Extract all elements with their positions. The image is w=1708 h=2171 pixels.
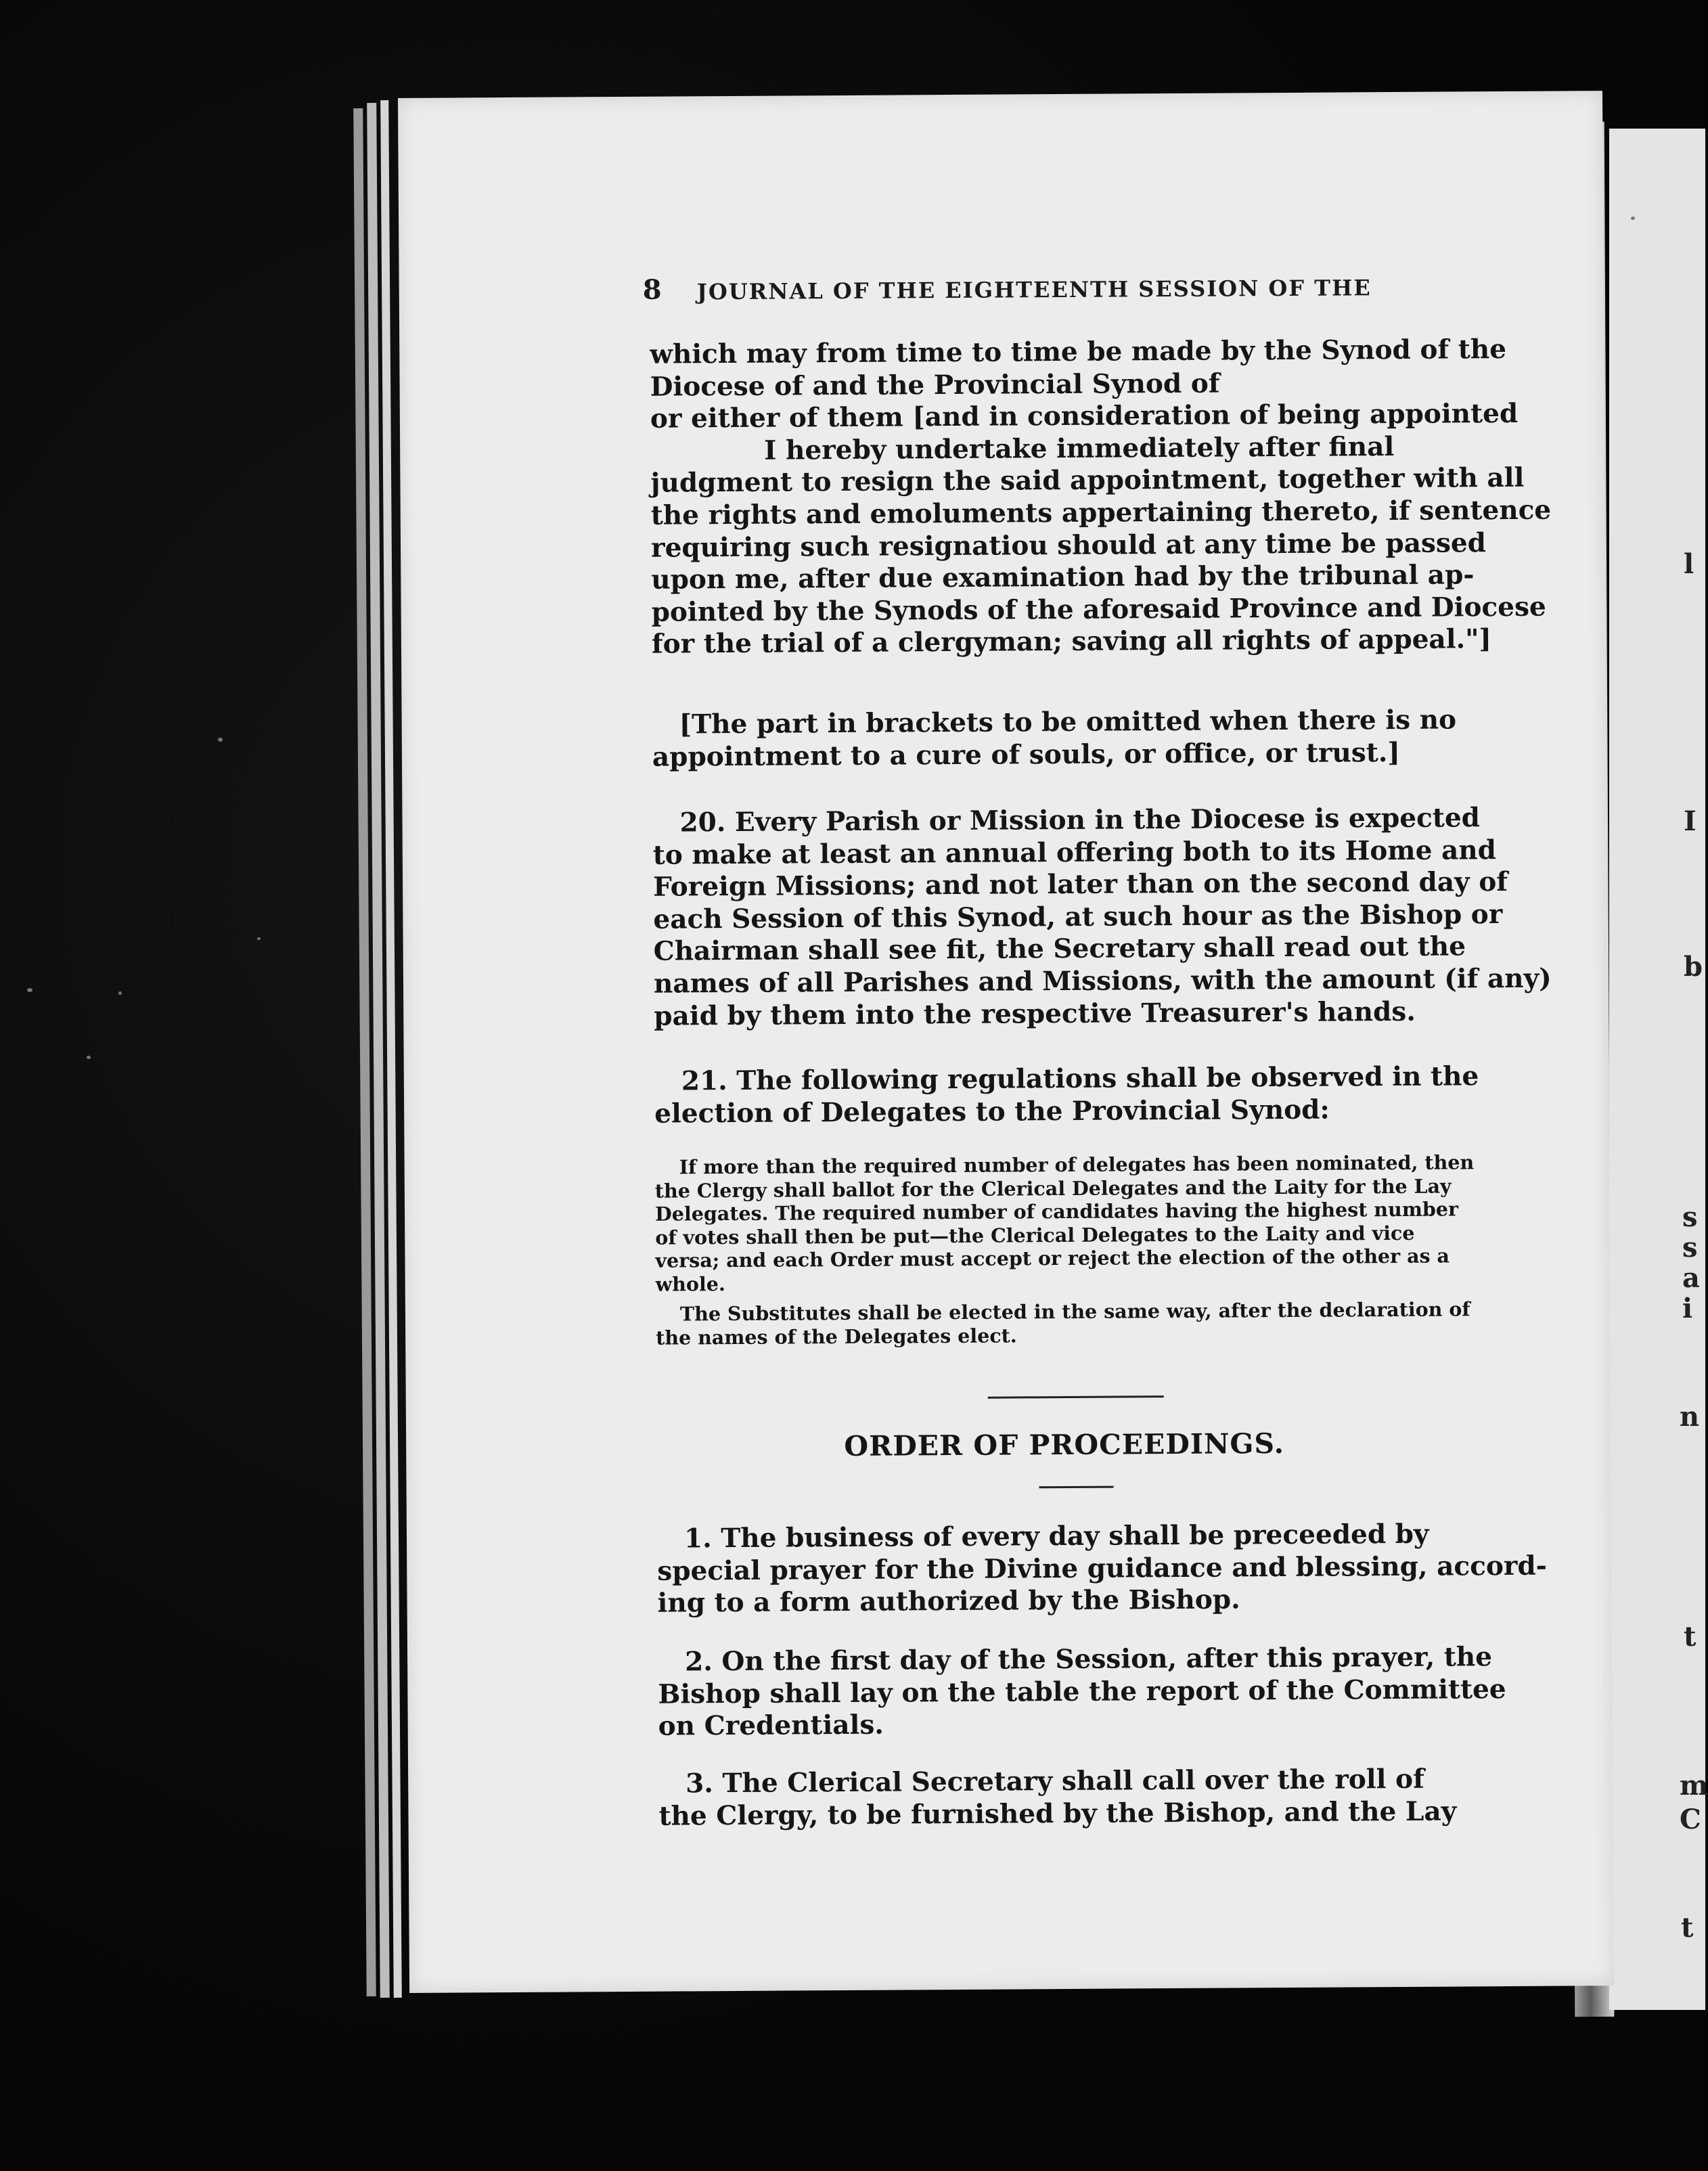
dust-speck [257,937,261,940]
text-line: Bishop shall lay on the table the report of the Committee [658,1673,1506,1710]
heading-underline [1039,1486,1114,1489]
text-line: 20. Every Parish or Mission in the Diocese is expected [679,802,1481,838]
dust-speck [1631,217,1635,220]
text-line: The Substitutes shall be elected in the same way, after the declaration of [679,1297,1470,1326]
text-line: the names of the Delegates elect. [656,1323,1017,1349]
text-line: If more than the required number of delegates has been nominated, then [679,1150,1475,1179]
proceedings-item-2 [658,1641,1506,1743]
text-line: the Clergy, to be furnished by the Bishop, and the Lay [658,1795,1457,1832]
text-line: Diocese of and the Provincial Synod of [650,367,1220,403]
facing-page-fragment: t [1684,1621,1696,1653]
text-line: Foreign Missions; and not later than on the second day of [652,866,1508,903]
text-line: judgment to resign the said appointment, together with all [650,462,1525,499]
facing-page-fragment: n [1680,1401,1700,1433]
text-line: of votes shall then be put—the Clerical Delegates to the Laity and vice [655,1221,1415,1249]
facing-page-fragment: I [1684,805,1696,837]
text-line: paid by them into the respective Treasurer's hands. [654,995,1416,1032]
text-line: I hereby undertake immediately after final [764,430,1395,466]
facing-page-fragment: s [1682,1232,1698,1263]
text-line: each Session of this Synod, at such hour as the Bishop or [653,898,1503,935]
text-line: 21. The following regulations shall be observed in the [681,1060,1479,1097]
bracket-note [652,704,1468,774]
declaration-continued [650,334,1552,661]
rule-20 [652,802,1552,1033]
facing-page-fragment: m [1680,1770,1708,1801]
proceedings-item-3 [658,1763,1475,1833]
text-line: the rights and emoluments appertaining thereto, if sentence [650,494,1552,531]
facing-page-fragment: b [1684,951,1703,983]
dust-speck [87,1056,91,1059]
text-line: on Credentials. [658,1709,884,1742]
regulations-para-1 [654,1150,1475,1296]
text-line: names of all Parishes and Missions, with the amount (if any) [653,962,1552,1000]
text-line: [The part in brackets to be omitted when there is no [679,704,1457,740]
text-line: Delegates. The required number of candidates having the highest number [654,1197,1459,1226]
section-divider [988,1395,1164,1399]
regulations-para-2 [656,1297,1471,1349]
facing-page-fragment: l [1684,548,1694,580]
text-line: pointed by the Synods of the aforesaid Province and Diocese [651,591,1546,628]
text-line: 3. The Clerical Secretary shall call over the roll of [686,1763,1424,1799]
running-title: JOURNAL OF THE EIGHTEENTH SESSION OF THE [696,275,1372,305]
text-line: election of Delegates to the Provincial Synod: [654,1094,1330,1129]
text-line: or either of them [and in consideration of being appointed [650,398,1519,434]
facing-page-fragment: C [1680,1804,1701,1835]
facing-page-edge [1609,129,1708,2010]
text-line: requiring such resignatiou should at any time be passed [650,527,1487,564]
rule-21 [654,1060,1479,1130]
text-line: special prayer for the Divine guidance and blessing, accord- [657,1550,1548,1587]
facing-page-fragment: s [1682,1201,1698,1233]
facing-page-fragment: i [1682,1293,1693,1324]
text-line: 1. The business of every day shall be preceeded by [683,1518,1429,1554]
order-of-proceedings-heading: ORDER OF PROCEEDINGS. [844,1427,1285,1463]
dust-speck [27,988,32,992]
text-line: Chairman shall see fit, the Secretary shall read out the [653,931,1466,968]
facing-page-fragment: t [1681,1912,1694,1944]
dust-speck [218,738,223,742]
book-page [398,91,1614,1993]
text-line: 2. On the first day of the Session, after this prayer, the [684,1641,1493,1678]
running-header [642,269,1475,306]
text-line: which may from time to time be made by the Synod of the [650,334,1507,370]
text-line: appointment to a cure of souls, or office, or trust.] [652,736,1400,773]
page-number: 8 [642,273,663,306]
proceedings-item-1 [657,1518,1548,1619]
text-line: upon me, after due examination had by the tribunal ap- [651,559,1475,596]
dust-speck [118,991,122,995]
text-line: whole. [655,1272,725,1296]
text-line: to make at least an annual offering both to its Home and [652,834,1497,871]
text-line: versa; and each Order must accept or reject the election of the other as a [655,1244,1450,1272]
facing-page-fragment: a [1682,1262,1700,1294]
text-line: ing to a form authorized by the Bishop. [657,1584,1240,1619]
text-line: the Clergy shall ballot for the Clerical Delegates and the Laity for the Lay [654,1174,1452,1203]
text-line: for the trial of a clergyman; saving all rights of appeal."] [651,623,1492,661]
